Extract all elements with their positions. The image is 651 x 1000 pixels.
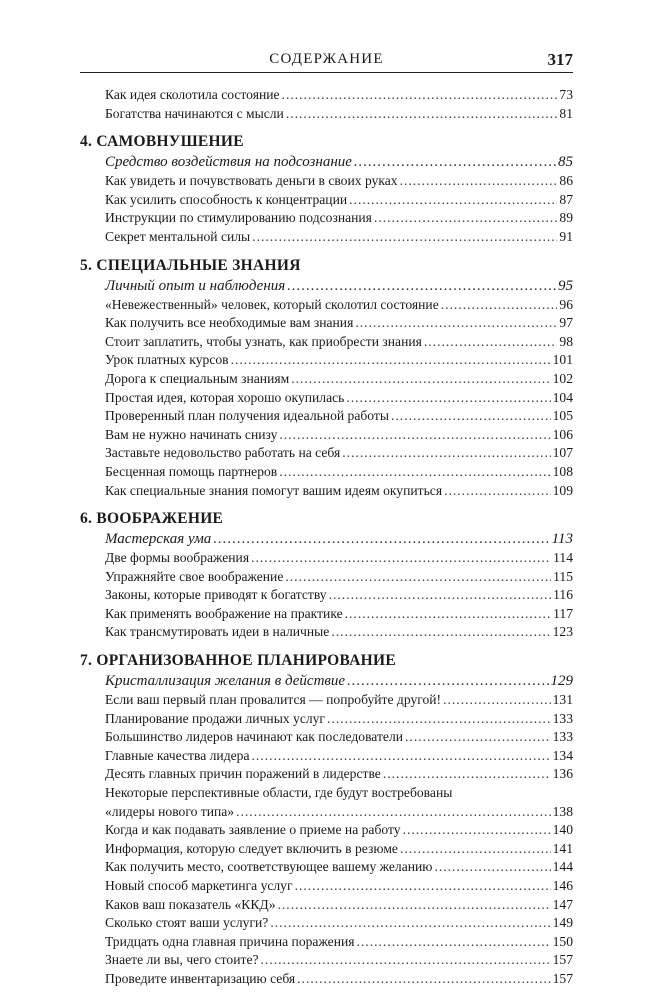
entry-page-number: 133	[552, 710, 573, 726]
entry-title: Стоит заплатить, чтобы узнать, как приобрести знания	[105, 333, 422, 349]
entry-title: Как увидеть и почувствовать деньги в своих руках	[105, 173, 398, 189]
toc-entry[interactable]	[80, 605, 573, 624]
entry-page-number: 150	[552, 933, 573, 949]
dot-leader	[286, 105, 558, 124]
dot-leader	[349, 191, 557, 210]
entry-title: Средство воздействия на подсознание	[105, 154, 352, 171]
entry-title: Большинство лидеров начинают как последователи	[105, 729, 404, 745]
entry-page-number: 113	[551, 531, 573, 548]
toc-entry[interactable]	[80, 333, 573, 352]
entry-page-number: 107	[552, 445, 573, 461]
entry-page-number: 146	[552, 878, 573, 893]
entry-page-number: 96	[559, 296, 573, 312]
entry-title: Личный опыт и наблюдения	[105, 277, 286, 294]
entry-page-number: 140	[552, 822, 573, 838]
entry-title: Богатства начинаются с мысли	[105, 105, 284, 121]
toc-entry[interactable]	[80, 228, 573, 247]
dot-leader	[329, 586, 552, 605]
toc-entry[interactable]	[80, 970, 573, 989]
dot-leader	[282, 86, 558, 105]
entry-title: Заставьте недовольство работать на себя	[105, 445, 341, 461]
entry-title: Десять главных причин поражений в лидерстве	[105, 766, 381, 782]
entry-page-number: 102	[552, 370, 573, 386]
entry-page-number: 91	[559, 228, 573, 244]
entry-title: «лидеры нового типа»	[105, 803, 235, 819]
toc-entry[interactable]	[80, 370, 573, 389]
entry-page-number: 106	[552, 426, 573, 442]
dot-leader	[424, 333, 558, 352]
entry-title: Некоторые перспективные области, где будут востребованы	[105, 785, 453, 801]
dot-leader	[444, 482, 551, 501]
entry-page-number: 114	[553, 550, 573, 566]
toc-entry[interactable]	[80, 877, 573, 896]
dot-leader	[443, 691, 551, 710]
entry-title: Кристаллизация желания в действие	[105, 673, 346, 690]
chapter-heading: 7. ОРГАНИЗОВАННОЕ ПЛАНИРОВАНИЕ	[80, 652, 397, 670]
entry-title: Знаете ли вы, чего стоите?	[105, 952, 259, 968]
toc-section	[80, 508, 573, 642]
dot-leader	[441, 296, 558, 315]
entry-page-number: 138	[552, 803, 573, 819]
header-title: СОДЕРЖАНИЕ	[269, 51, 384, 67]
toc-entry[interactable]	[80, 747, 573, 766]
entry-page-number: 149	[552, 915, 573, 931]
dot-leader	[213, 530, 549, 549]
entry-page-number: 105	[552, 408, 573, 424]
entry-title: Планирование продажи личных услуг	[105, 710, 326, 726]
toc-entry[interactable]	[80, 623, 573, 642]
entry-page-number: 117	[553, 605, 573, 621]
chapter-heading: 5. СПЕЦИАЛЬНЫЕ ЗНАНИЯ	[80, 256, 301, 274]
chapter-subtitle[interactable]	[80, 153, 573, 172]
toc-entry[interactable]	[80, 86, 573, 105]
dot-leader	[327, 710, 551, 729]
entry-title: Сколько стоят ваши услуги?	[105, 915, 269, 931]
entry-page-number: 157	[552, 952, 573, 968]
toc-entry[interactable]	[80, 821, 573, 840]
entry-title: Как получить все необходимые вам знания	[105, 315, 354, 331]
dot-leader	[279, 463, 550, 482]
toc-section	[80, 86, 573, 123]
toc-entry[interactable]	[80, 444, 573, 463]
dot-leader	[295, 877, 551, 896]
dot-leader	[357, 933, 551, 952]
entry-page-number: 104	[552, 389, 573, 405]
entry-title: Мастерская ума	[105, 531, 212, 548]
entry-page-number: 97	[559, 315, 573, 331]
toc-entry[interactable]	[80, 691, 573, 710]
entry-title: Вам не нужно начинать снизу	[105, 426, 278, 442]
entry-title: Простая идея, которая хорошо окупилась	[105, 389, 345, 405]
dot-leader	[405, 728, 551, 747]
toc-entry[interactable]	[80, 105, 573, 124]
entry-page-number: 157	[552, 970, 573, 986]
dot-leader	[342, 444, 550, 463]
toc-entry[interactable]	[80, 351, 573, 370]
toc-entry[interactable]	[80, 482, 573, 501]
entry-page-number: 144	[552, 859, 573, 875]
entry-page-number: 109	[552, 482, 573, 498]
toc-entry[interactable]	[80, 191, 573, 210]
table-of-contents	[80, 86, 573, 989]
entry-title: Как применять воображение на практике	[105, 605, 343, 621]
entry-title: Как получить место, соответствующее вашему желанию	[105, 859, 433, 875]
entry-title: Тридцать одна главная причина поражения	[105, 933, 355, 949]
dot-leader	[261, 951, 551, 970]
entry-title: Если ваш первый план провалится — попробуйте другой!	[105, 692, 442, 708]
chapter-heading: 4. САМОВНУШЕНИЕ	[80, 133, 244, 151]
dot-leader	[285, 568, 551, 587]
entry-page-number: 147	[552, 896, 573, 912]
dot-leader	[297, 970, 550, 989]
entry-title: Как специальные знания помогут вашим идеям окупиться	[105, 482, 443, 498]
toc-entry[interactable]	[80, 784, 573, 803]
dot-leader	[400, 840, 551, 859]
toc-section	[80, 131, 573, 246]
entry-page-number: 85	[558, 154, 573, 171]
toc-entry[interactable]	[80, 296, 573, 315]
entry-title: Дорога к специальным знаниям	[105, 370, 290, 386]
entry-page-number: 131	[552, 692, 573, 708]
dot-leader	[383, 765, 551, 784]
dot-leader	[270, 914, 550, 933]
entry-page-number: 87	[559, 191, 573, 207]
dot-leader	[236, 803, 551, 822]
toc-entry[interactable]	[80, 549, 573, 568]
toc-entry[interactable]	[80, 803, 573, 822]
entry-title: Каков ваш показатель «ККД»	[105, 896, 276, 912]
entry-page-number: 86	[559, 173, 573, 189]
dot-leader	[279, 426, 550, 445]
toc-section	[80, 650, 573, 989]
toc-entry[interactable]	[80, 858, 573, 877]
entry-title: Бесценная помощь партнеров	[105, 463, 278, 479]
toc-entry[interactable]	[80, 463, 573, 482]
toc-entry[interactable]	[80, 172, 573, 191]
dot-leader	[347, 672, 548, 691]
dot-leader	[252, 228, 557, 247]
entry-title: Как идея сколотила состояние	[105, 87, 280, 102]
dot-leader	[231, 351, 551, 370]
entry-title: Новый способ маркетинга услуг	[105, 878, 293, 893]
entry-title: Упражняйте свое воображение	[105, 568, 284, 584]
toc-entry[interactable]	[80, 728, 573, 747]
chapter-subtitle[interactable]	[80, 530, 573, 549]
header-rule	[80, 72, 573, 73]
dot-leader	[374, 209, 557, 228]
dot-leader	[345, 605, 551, 624]
dot-leader	[251, 549, 551, 568]
entry-page-number: 133	[552, 729, 573, 745]
dot-leader	[403, 821, 551, 840]
entry-page-number: 108	[552, 463, 573, 479]
running-header	[80, 50, 573, 70]
dot-leader	[354, 153, 556, 172]
toc-section	[80, 255, 573, 501]
toc-entry[interactable]	[80, 951, 573, 970]
entry-title: Главные качества лидера	[105, 747, 250, 763]
entry-page-number: 123	[552, 624, 573, 640]
entry-page-number: 141	[552, 840, 573, 856]
chapter-heading: 6. ВООБРАЖЕНИЕ	[80, 510, 224, 528]
entry-page-number: 115	[553, 568, 573, 584]
toc-entry[interactable]	[80, 914, 573, 933]
dot-leader	[400, 172, 558, 191]
entry-title: Как усилить способность к концентрации	[105, 191, 348, 207]
entry-title: Инструкции по стимулированию подсознания	[105, 210, 372, 226]
entry-page-number: 89	[559, 210, 573, 226]
page-number: 317	[547, 50, 573, 69]
entry-page-number: 95	[558, 277, 573, 294]
toc-entry[interactable]	[80, 568, 573, 587]
entry-title: Проведите инвентаризацию себя	[105, 970, 296, 986]
toc-entry[interactable]	[80, 933, 573, 952]
dot-leader	[287, 277, 556, 296]
entry-title: Законы, которые приводят к богатству	[105, 587, 327, 603]
entry-page-number: 73	[559, 87, 573, 102]
entry-page-number: 81	[559, 105, 573, 121]
dot-leader	[278, 896, 551, 915]
toc-entry[interactable]	[80, 896, 573, 915]
toc-entry[interactable]	[80, 765, 573, 784]
entry-title: Секрет ментальной силы	[105, 228, 251, 244]
entry-page-number: 101	[552, 352, 573, 368]
toc-entry[interactable]	[80, 710, 573, 729]
toc-entry[interactable]	[80, 840, 573, 859]
toc-entry[interactable]	[80, 426, 573, 445]
chapter-subtitle[interactable]	[80, 672, 573, 691]
entry-title: Урок платных курсов	[105, 352, 229, 368]
entry-page-number: 98	[559, 333, 573, 349]
entry-title: Когда и как подавать заявление о приеме на работу	[105, 822, 401, 838]
dot-leader	[331, 623, 550, 642]
toc-entry[interactable]	[80, 314, 573, 333]
toc-entry[interactable]	[80, 407, 573, 426]
entry-title: Проверенный план получения идеальной работы	[105, 408, 389, 424]
entry-title: Информация, которую следует включить в резюме	[105, 840, 398, 856]
toc-entry[interactable]	[80, 586, 573, 605]
toc-entry[interactable]	[80, 389, 573, 408]
dot-leader	[434, 858, 550, 877]
entry-title: Две формы воображения	[105, 550, 250, 566]
chapter-subtitle[interactable]	[80, 277, 573, 296]
entry-page-number: 134	[552, 747, 573, 763]
dot-leader	[291, 370, 550, 389]
dot-leader	[355, 314, 557, 333]
entry-page-number: 136	[552, 766, 573, 782]
entry-title: «Невежественный» человек, который сколотил состояние	[105, 296, 439, 312]
entry-page-number: 129	[550, 673, 573, 690]
dot-leader	[346, 389, 550, 408]
dot-leader	[391, 407, 551, 426]
entry-page-number: 116	[553, 587, 573, 603]
dot-leader	[252, 747, 551, 766]
toc-entry[interactable]	[80, 209, 573, 228]
entry-title: Как трансмутировать идеи в наличные	[105, 624, 330, 640]
